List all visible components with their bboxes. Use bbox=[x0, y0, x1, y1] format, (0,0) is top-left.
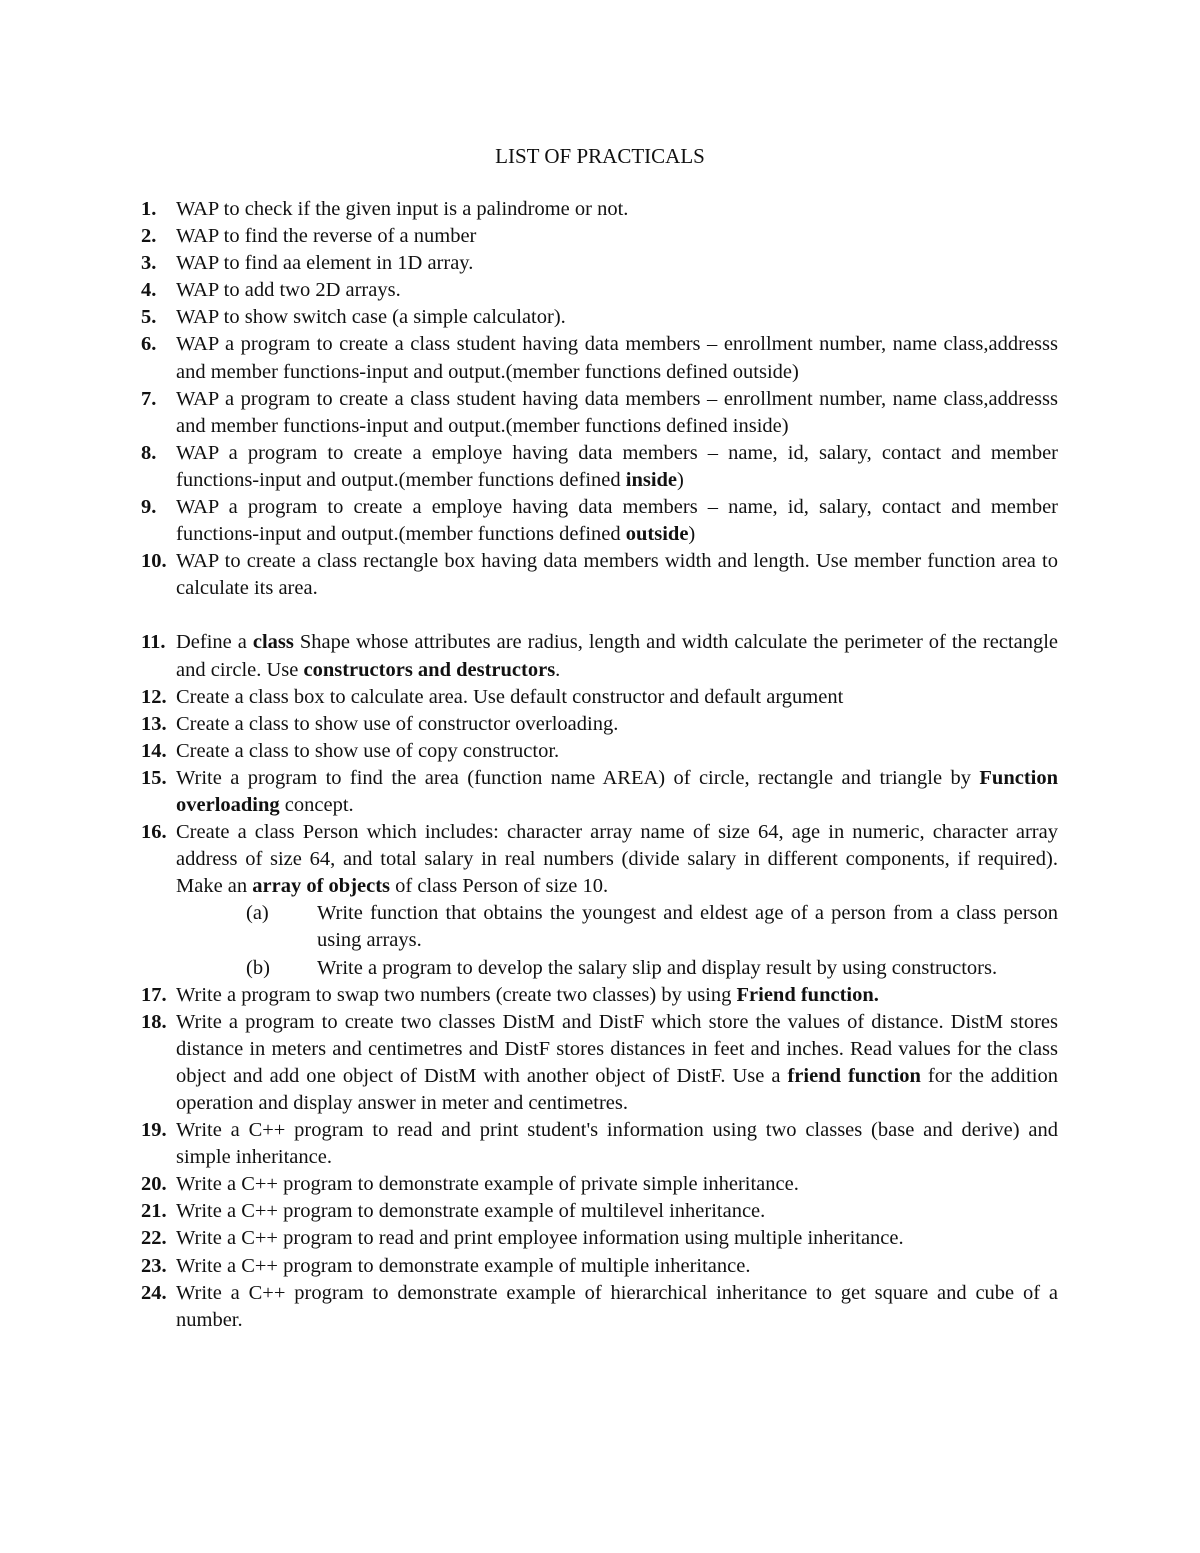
item-number: 4. bbox=[141, 279, 157, 302]
item-text: Write a C++ program to demonstrate example of private simple inheritance. bbox=[176, 1173, 799, 1196]
list-item bbox=[141, 277, 1058, 304]
item-text-end: ) bbox=[677, 468, 684, 491]
page-title: LIST OF PRACTICALS bbox=[495, 144, 705, 168]
list-item bbox=[141, 304, 1058, 331]
item-number: 20. bbox=[141, 1173, 167, 1196]
item-number: 19. bbox=[141, 1119, 167, 1142]
list-item bbox=[141, 386, 1058, 440]
list-item bbox=[141, 548, 1058, 602]
item-number: 22. bbox=[141, 1227, 167, 1250]
item-text-end: ) bbox=[688, 523, 696, 546]
item-number: 23. bbox=[141, 1254, 167, 1277]
item-number: 13. bbox=[141, 712, 167, 735]
item-number: 11. bbox=[141, 631, 166, 654]
list-item bbox=[141, 196, 1058, 223]
list-item bbox=[141, 494, 1058, 548]
item-text: Create a class to show use of constructor overloading. bbox=[176, 712, 619, 735]
list-item bbox=[141, 1171, 1058, 1198]
list-item bbox=[141, 440, 1058, 494]
item-number: 1. bbox=[141, 198, 157, 220]
practicals-list bbox=[141, 196, 1058, 1334]
item-number: 6. bbox=[141, 333, 157, 356]
item-text: Write a program to swap two numbers (create two classes) by using bbox=[176, 983, 737, 1006]
list-item bbox=[141, 250, 1058, 277]
item-text-end: . bbox=[555, 658, 561, 681]
item-bold-text: Friend function. bbox=[736, 983, 879, 1006]
item-text: Define a bbox=[176, 631, 253, 654]
item-number: 15. bbox=[141, 766, 167, 789]
item-bold-text: array of objects bbox=[252, 875, 391, 898]
item-number: 9. bbox=[141, 496, 157, 519]
list-item bbox=[141, 1225, 1058, 1252]
item-text: WAP to show switch case (a simple calculator). bbox=[176, 306, 566, 329]
item-text: WAP to find aa element in 1D array. bbox=[176, 252, 474, 275]
item-number: 3. bbox=[141, 252, 157, 275]
item-text-end: concept. bbox=[279, 793, 354, 816]
item-number: 5. bbox=[141, 306, 157, 329]
item-text: Create a class to show use of copy constructor. bbox=[176, 739, 560, 762]
list-item bbox=[141, 1198, 1058, 1225]
item-text: Write a C++ program to demonstrate example of hierarchical inheritance to get square and cube of a number. bbox=[176, 1281, 1058, 1331]
list-item bbox=[141, 982, 1058, 1009]
item-text-end: for the addition operation and display answer in meter and centimetres. bbox=[176, 1064, 1058, 1114]
item-number: 2. bbox=[141, 225, 157, 248]
item-text: Write a C++ program to read and print student's information using two classes (base and derive) and simple inheritance. bbox=[176, 1119, 1058, 1169]
item-bold-text: Function overloading bbox=[176, 766, 1058, 816]
list-item bbox=[141, 1009, 1058, 1117]
item-number: 7. bbox=[141, 387, 157, 410]
item-text: WAP a program to create a employe having data members – name, id, salary, contact and member functions-input and output.(member functions defined bbox=[176, 441, 1058, 491]
list-item bbox=[141, 1117, 1058, 1171]
item-bold-text: friend function bbox=[787, 1064, 921, 1087]
item-text: WAP a program to create a employe having data members – name, id, salary, contact and member functions-input and output.(member functions defined bbox=[176, 496, 1058, 546]
item-bold-text: inside bbox=[625, 468, 678, 491]
list-item bbox=[141, 1280, 1058, 1334]
list-item bbox=[141, 684, 1058, 711]
item-text: Write a program to create two classes DistM and DistF which store the values of distance. DistM stores distance in meters and centimetres and DistF stores distances in feet and inches. Read values for the class object and add one object of DistM with another object of DistF. Use a bbox=[176, 1010, 1058, 1087]
item-number: 14. bbox=[141, 739, 167, 762]
item-bold-text: outside bbox=[625, 523, 689, 546]
list-item bbox=[141, 629, 1058, 683]
sub-item-text: Write function that obtains the youngest and eldest age of a person from a class person using arrays. bbox=[317, 902, 1058, 952]
item-text: WAP to add two 2D arrays. bbox=[176, 279, 401, 302]
item-text: Write a C++ program to demonstrate example of multiple inheritance. bbox=[176, 1254, 751, 1277]
item-bold-text: constructors and destructors bbox=[303, 658, 556, 681]
item-number: 18. bbox=[141, 1010, 167, 1033]
item-number: 24. bbox=[141, 1281, 167, 1304]
sub-item-label: (b) bbox=[246, 956, 270, 979]
list-item bbox=[141, 1253, 1058, 1280]
item-text: WAP to find the reverse of a number bbox=[176, 225, 477, 248]
sub-item bbox=[176, 900, 1058, 954]
item-text-middle: Shape whose attributes are radius, length and width calculate the perimeter of the rectangle and circle. Use bbox=[176, 631, 1059, 681]
item-number: 16. bbox=[141, 821, 167, 844]
item-text: WAP to create a class rectangle box having data members width and length. Use member function area to calculate its area. bbox=[176, 550, 1058, 600]
item-text: Create a class Person which includes: character array name of size 64, age in numeric, character array address of size 64, and total salary in real numbers (divide salary in different components, if required). Make an bbox=[176, 821, 1058, 898]
sub-item bbox=[176, 955, 1058, 982]
item-number: 10. bbox=[141, 550, 167, 573]
item-text: Write a program to find the area (function name AREA) of circle, rectangle and triangle by bbox=[176, 766, 980, 789]
item-text-end: of class Person of size 10. bbox=[390, 875, 609, 898]
item-text: WAP a program to create a class student having data members – enrollment number, name class,addresss and member functions-input and output.(member functions defined outside) bbox=[176, 333, 1058, 383]
list-item bbox=[141, 223, 1058, 250]
item-number: 12. bbox=[141, 685, 167, 708]
sub-item-label: (a) bbox=[246, 902, 269, 925]
item-number: 21. bbox=[141, 1200, 167, 1223]
list-item bbox=[141, 331, 1058, 385]
item-text: Write a C++ program to demonstrate example of multilevel inheritance. bbox=[176, 1200, 766, 1223]
sub-item-text: Write a program to develop the salary slip and display result by using constructors. bbox=[317, 956, 998, 979]
list-item bbox=[141, 711, 1058, 738]
item-text: WAP a program to create a class student having data members – enrollment number, name class,addresss and member functions-input and output.(member functions defined inside) bbox=[176, 387, 1058, 437]
item-text: Create a class box to calculate area. Use default constructor and default argument bbox=[176, 685, 844, 708]
list-item bbox=[141, 819, 1058, 982]
item-number: 17. bbox=[141, 983, 167, 1006]
item-text: Write a C++ program to read and print employee information using multiple inheritance. bbox=[176, 1227, 904, 1250]
item-number: 8. bbox=[141, 441, 157, 464]
item-text: WAP to check if the given input is a palindrome or not. bbox=[176, 198, 629, 220]
list-item bbox=[141, 738, 1058, 765]
list-item bbox=[141, 765, 1058, 819]
item-bold-text: class bbox=[252, 631, 294, 654]
